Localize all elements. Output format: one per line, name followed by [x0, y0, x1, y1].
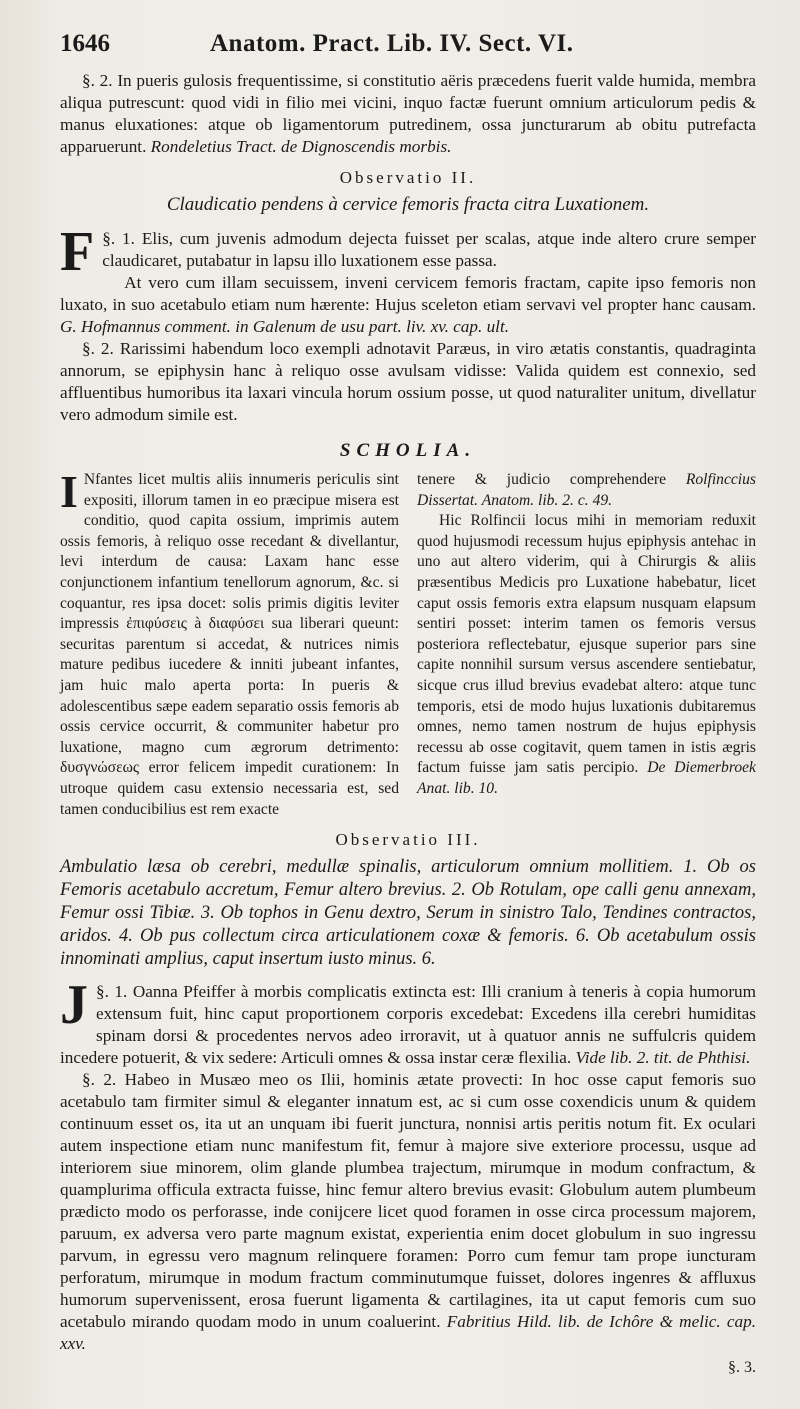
- observation-2-para-2: [60, 272, 756, 338]
- observation-3-heading: Observatio III.: [335, 830, 481, 850]
- scholia-left-column: [60, 466, 399, 820]
- observation-3-title: Ambulatio læsa ob cerebri, medullæ spinalis, articulorum omnium mollitiem. 1. Ob os Femoris acetabulo accretum, Femur altero brevius. 2. Ob Rotulam, ope calli genu annexam, Femur ossi Tibiæ. 3. Ob tophos in Genu dextro, Serum in sinistro Talo, Tendines contractos, aridos. 4. Ob pus collectum circa articulationem coxæ & femoris. 6. Ob acetabulum ossis innominati amplius, caput insertum iusto minus. 6.: [60, 857, 756, 970]
- para-text: At vero cum illam secuissem, inveni cervicem femoris fractam, capite ipso femoris non luxato, in suo acetabulo etiam num hærente: Hujus sceleton etiam servavi vel propter hanc causam.: [60, 273, 756, 314]
- citation: G. Hofmannus comment. in Galenum de usu part. liv. xv. cap. ult.: [60, 317, 510, 336]
- intro-paragraph: [60, 70, 756, 158]
- intro-reference: Rondeletius Tract. de Dignoscendis morbis.: [150, 137, 452, 156]
- citation: Rolfinccius Dissertat. Anatom. lib. 2. c. 49.: [417, 471, 756, 509]
- running-title: Anatom. Pract. Lib. IV. Sect. VI.: [210, 30, 574, 57]
- scholia-right-column: [417, 470, 756, 820]
- para-text: Nfantes licet multis aliis innumeris periculis sint expositi, illorum tamen in eo præcipue misera est conditio, quod capita ossium, imprimis autem ossis femoris, à reliquo osse recedant & divellantur, levi interdum de causa: Laxam hanc esse conjunctionem infantium tenellorum agnorum, &c. si coquantur, res ipsa docet: solis primis digitis leviter impressis ἐπιφύσεις à διαφύσει sua liberari queunt: securitas parentum si accedat, & nutrices nimis mature pedibus iucedere & inniti jubeant infantes, jam huic malo aperta porta: In pueris & adolescentibus sæpe eadem separatio ossis femoris ab ossis cervice occurrit, & communiter habetur pro luxatione, magno cum ægrorum detrimento: δυσγνώσεως error felicem impedit curationem: In utroque quidem casu extensio necessaria est, sed tamen conducibilius est rem exacte: [60, 471, 399, 818]
- observation-3-para-1: [60, 974, 757, 1069]
- para-text: Oanna Pfeiffer à morbis complicatis extincta est: Illi cranium à teneris à copia humorum extensum fuit, hinc caput proportionem corporis excedebat: Excedens illa cerebri humiditas spinam dorsi & procedentes nervos adeo irroravit, ut à quatuor annis ne suffulcris quidem incedere potuerit, & vix sedere: Articuli omnes & ossa instar ceræ flexilia.: [60, 982, 757, 1068]
- citation: De Diemerbroek Anat. lib. 10.: [417, 759, 756, 797]
- para-text: §. 2. Habeo in Musæo meo os Ilii, hominis ætate provecti: In hoc osse caput femoris suo acetabulo tam firmiter simul & eleganter innatum est, ac si cum osse coxendicis unum & quidem continuum esset os, ita ut an unquam ibi fuerit junctura, nonnisi artis peritis notum fit. Ex oculari autem inspectione etiam nunc manifestum fit, femur à majore sive exteriore processu, usque ad interiorem siue minorem, olim glande plumbea trajectum, mirumque in modum confractum, & quamplurima officula extracta fuisse, hinc femur altero brevius evasit: Globulum autem plumbeum prædicto modo os perforasse, inde conijcere licet quod foramen in osse circa processum majorem, paruum, ex adversa vero parte magnum existat, experientia enim docet globulum in suo ingressu parvum, in egressu vero magnum relinquere foramen: Porro cum femur tam prope iuncturam perforatum, mirumque in modum fractum comminutumque fuisset, dolores ingenres & affluxus humorum supervenissent, erosa fuerunt ligamenta & cartilagines, ita ut caput femoris cum suo acetabulo mirando quodam modo in unum coaluerint.: [60, 1070, 756, 1332]
- observation-2-title: Claudicatio pendens à cervice femoris fracta citra Luxationem.: [166, 194, 650, 215]
- observation-2-para-1: [60, 221, 757, 283]
- page-number: 1646: [60, 30, 110, 57]
- drop-cap-initial: F: [60, 221, 95, 283]
- drop-cap-initial: I: [60, 466, 78, 517]
- section-label: §. 1.: [96, 982, 128, 1002]
- observation-2-heading: Observatio II.: [339, 168, 477, 187]
- scholia-left-text: [60, 466, 399, 820]
- scholia-right-para-2: [417, 511, 756, 799]
- catchword: §. 3.: [728, 1359, 756, 1377]
- scholia-columns: [60, 466, 756, 820]
- citation: Fabritius Hild. lib. de Ichôre & melic. cap. xxv.: [60, 1312, 757, 1354]
- observation-3-para-2: [60, 1069, 756, 1355]
- scholia-heading: SCHOLIA.: [339, 440, 477, 461]
- citation: Vide lib. 2. tit. de Phthisi.: [575, 1048, 751, 1068]
- page-header: [60, 30, 756, 70]
- scholia-right-para-1: [417, 470, 756, 511]
- intro-text: §. 2. In pueris gulosis frequentissime, si constitutio aëris præcedens fuerit valde humida, membra aliqua putrescunt: quod vidi in filio mei vicini, inquo factæ fuerunt omnium articulorum pedis & manus eluxationes: atque ob ligamentorum putredinem, ossa juncturarum ab obitu putrefacta apparuerunt.: [60, 71, 756, 156]
- para-text: tenere & judicio comprehendere: [417, 471, 667, 488]
- drop-cap-initial: J: [60, 974, 88, 1037]
- section-label: §. 1.: [102, 229, 135, 248]
- observation-2-para-3: §. 2. Rarissimi habendum loco exempli adnotavit Paræus, in viro ætatis constantis, quadraginta annorum, se epiphysin hanc à reliquo osse avulsam vidisse: Valida quidem est connexio, sed affluentibus humoribus ita laxari vincula horum ossium posse, ut quod naturaliter unitum, divellatur vero admodum simile est.: [60, 339, 756, 424]
- para-text: Elis, cum juvenis admodum dejecta fuisset per scalas, atque inde altero crure semper claudicaret, putabatur in lapsu illo luxationem esse passa.: [102, 229, 757, 270]
- para-text: Hic Rolfincii locus mihi in memoriam reduxit quod hujusmodi recessum hujus epiphysis antehac in uno aut altero viderim, qui à Chirurgis & aliis præsentibus Medicis pro Luxatione habebatur, licet caput ossis femoris extra elapsum nusquam elapsum sentiri posset: interim tamen os femoris versus posteriora reflectebatur, ejusque superior pars sine capite nonnihil sursum versus ascendere sentiebatur, sicque crus illud brevius evadebat altero: atque tunc temporis, etsi de modo hujus luxationis dubitaremus omnes, nemo tamen nostrum de hujus epiphysis recessu ab osse cogitavit, quem tamen in istis ægris factum fuisse jam satis percipio.: [417, 512, 756, 777]
